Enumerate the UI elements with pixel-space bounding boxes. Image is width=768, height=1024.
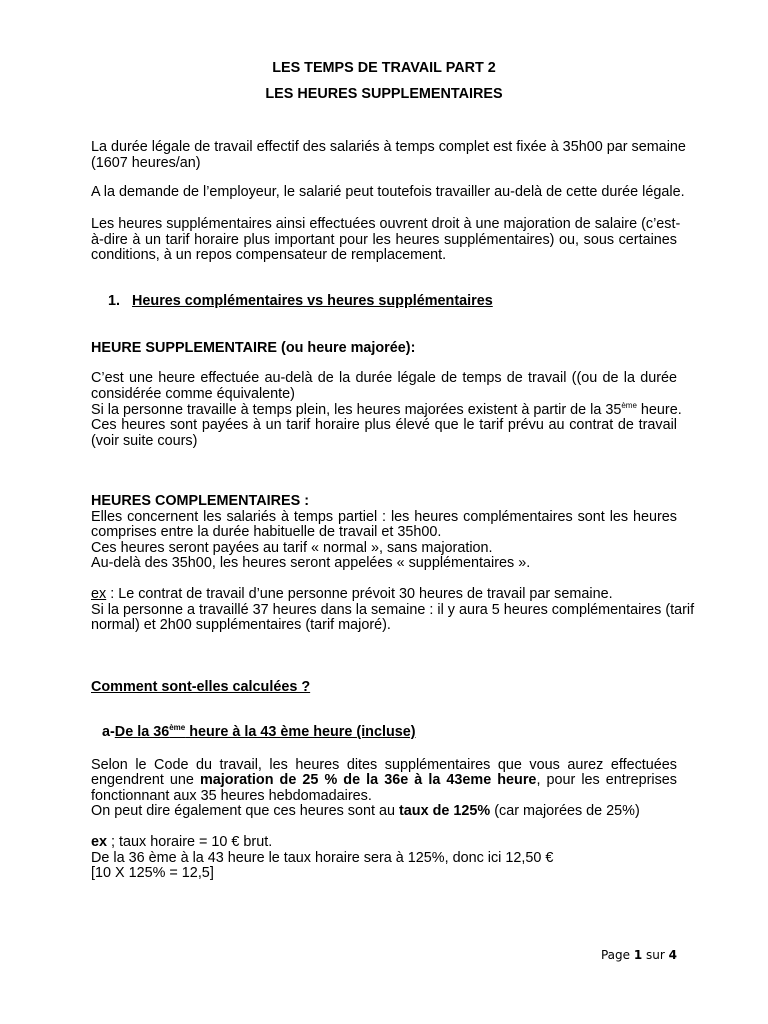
- subsection-a-superscript: ème: [169, 723, 186, 732]
- subsection-a-marker: a-: [102, 724, 115, 740]
- calc-example-line-1: [91, 834, 677, 850]
- calc-line-4-start: On peut dire également que ces heures sont au: [91, 803, 400, 819]
- intro-paragraph-3-line-2: à-dire à un tarif horaire plus important pour les heures supplémentaires) ou, sous certaines: [91, 232, 677, 248]
- subsection-a-title: [115, 724, 416, 740]
- calc-line-2-end: , pour les entreprises: [536, 772, 677, 788]
- calc-line-2-bold: majoration de 25 % de la 36e à la 43eme heure: [199, 772, 537, 788]
- hs-line-3-end: heure.: [636, 402, 682, 418]
- hs-line-5: (voir suite cours): [91, 433, 198, 449]
- hc-line-3: Ces heures seront payées au tarif « normal », sans majoration.: [91, 540, 493, 556]
- calc-example-line-3: [10 X 125% = 12,5]: [91, 865, 214, 881]
- hc-example-line-2: Si la personne a travaillé 37 heures dans la semaine : il y aura 5 heures complémentaires (tarif: [91, 602, 695, 618]
- hc-example-label: ex: [91, 586, 107, 602]
- calculation-heading: Comment sont-elles calculées ?: [91, 679, 311, 695]
- calc-example-text: ; taux horaire = 10 € brut.: [107, 834, 273, 850]
- document-title: LES TEMPS DE TRAVAIL PART 2: [272, 60, 496, 76]
- hc-example-line-3: normal) et 2h00 supplémentaires (tarif majoré).: [91, 617, 391, 633]
- hc-line-4: Au-delà des 35h00, les heures seront appelées « supplémentaires ».: [91, 555, 531, 571]
- calc-example-line-2: De la 36 ème à la 43 heure le taux horaire sera à 125%, donc ici 12,50 €: [91, 850, 554, 866]
- document-subtitle: LES HEURES SUPPLEMENTAIRES: [265, 86, 503, 102]
- calc-paragraph-line-3: fonctionnant aux 35 heures hebdomadaires.: [91, 788, 372, 804]
- section-1-heading: [108, 293, 608, 309]
- intro-paragraph-3-line-3: conditions, à un repos compensateur de remplacement.: [91, 247, 447, 263]
- intro-paragraph-1-line-2: (1607 heures/an): [91, 155, 201, 171]
- calc-line-4-bold: taux de 125%: [399, 803, 491, 819]
- footer-page-word: Page: [600, 948, 630, 962]
- intro-paragraph-3-line-1: Les heures supplémentaires ainsi effectuées ouvrent droit à une majoration de salaire (c’est-: [91, 216, 681, 232]
- section-1-title: Heures complémentaires vs heures supplémentaires: [132, 293, 493, 309]
- subsection-a-title-start: De la 36: [114, 724, 170, 740]
- calc-line-2-start: engendrent une: [91, 772, 200, 788]
- footer-page-number: 1: [633, 948, 643, 962]
- calc-line-4-end: (car majorées de 25%): [490, 803, 640, 819]
- intro-paragraph-2: A la demande de l’employeur, le salarié peut toutefois travailler au-delà de cette durée légale.: [91, 184, 685, 200]
- heures-complementaires-heading: HEURES COMPLEMENTAIRES :: [91, 493, 310, 509]
- hs-line-3: [91, 401, 682, 418]
- calc-paragraph-line-4: [91, 803, 677, 819]
- intro-paragraph-1-line-1: La durée légale de travail effectif des salariés à temps complet est fixée à 35h00 par semaine: [91, 139, 686, 155]
- calc-paragraph-line-2: [91, 772, 677, 788]
- hc-line-1: Elles concernent les salariés à temps partiel : les heures complémentaires sont les heures: [91, 509, 677, 525]
- subsection-a-title-end: heure à la 43 ème heure (incluse): [185, 724, 416, 740]
- calc-example-label: ex: [91, 834, 108, 850]
- hc-line-2: comprises entre la durée habituelle de travail et 35h00.: [91, 524, 442, 540]
- hs-line-3-superscript: ème: [621, 401, 637, 410]
- hs-line-1: C’est une heure effectuée au-delà de la durée légale de temps de travail ((ou de la durée: [91, 370, 677, 386]
- footer-of-word: sur: [646, 948, 665, 962]
- hc-example-text: : Le contrat de travail d’une personne prévoit 30 heures de travail par semaine.: [106, 586, 613, 602]
- calc-paragraph-line-1: Selon le Code du travail, les heures dites supplémentaires que vous aurez effectuées: [91, 757, 677, 773]
- hs-line-3-text: Si la personne travaille à temps plein, les heures majorées existent à partir de la 35: [91, 402, 622, 418]
- heure-supplementaire-heading: HEURE SUPPLEMENTAIRE (ou heure majorée):: [91, 340, 416, 356]
- hs-line-2: considérée comme équivalente): [91, 386, 295, 402]
- section-1-number: 1.: [108, 293, 121, 309]
- hc-example-line-1: [91, 586, 677, 602]
- footer-page-total: 4: [668, 948, 677, 962]
- subsection-a-heading: [102, 724, 662, 740]
- hs-line-4: Ces heures sont payées à un tarif horaire plus élevé que le tarif prévu au contrat de travail: [91, 417, 677, 433]
- page-footer: [91, 948, 677, 962]
